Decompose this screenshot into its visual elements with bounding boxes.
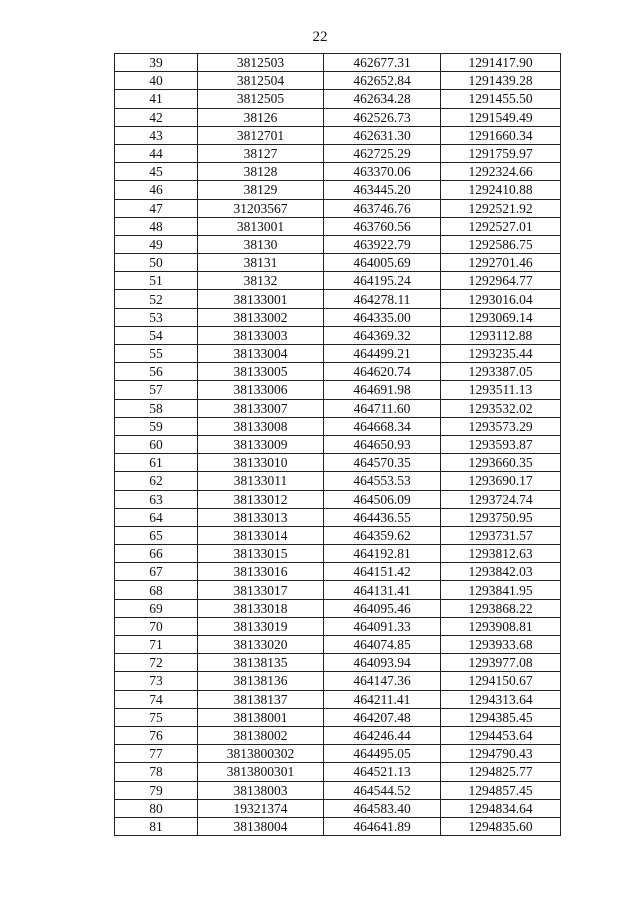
point-id-cell: 19321374 [198, 799, 324, 817]
x-coordinate-cell: 464195.24 [324, 272, 441, 290]
y-coordinate-cell: 1291417.90 [441, 54, 561, 72]
table-row [115, 799, 561, 817]
point-id-cell: 38133010 [198, 454, 324, 472]
table-row [115, 654, 561, 672]
table-row [115, 745, 561, 763]
row-number-cell: 47 [115, 199, 198, 217]
point-id-cell: 38133006 [198, 381, 324, 399]
table-row [115, 490, 561, 508]
x-coordinate-cell: 464095.46 [324, 599, 441, 617]
row-number-cell: 70 [115, 617, 198, 635]
coordinates-table [114, 53, 561, 836]
point-id-cell: 38133013 [198, 508, 324, 526]
y-coordinate-cell: 1294790.43 [441, 745, 561, 763]
point-id-cell: 38138001 [198, 708, 324, 726]
row-number-cell: 42 [115, 108, 198, 126]
y-coordinate-cell: 1293977.08 [441, 654, 561, 672]
x-coordinate-cell: 462634.28 [324, 90, 441, 108]
y-coordinate-cell: 1293593.87 [441, 435, 561, 453]
point-id-cell: 38131 [198, 254, 324, 272]
y-coordinate-cell: 1293573.29 [441, 417, 561, 435]
y-coordinate-cell: 1292521.92 [441, 199, 561, 217]
row-number-cell: 81 [115, 817, 198, 835]
x-coordinate-cell: 464207.48 [324, 708, 441, 726]
x-coordinate-cell: 464711.60 [324, 399, 441, 417]
row-number-cell: 62 [115, 472, 198, 490]
table-row [115, 144, 561, 162]
table-row [115, 399, 561, 417]
y-coordinate-cell: 1293750.95 [441, 508, 561, 526]
x-coordinate-cell: 464211.41 [324, 690, 441, 708]
row-number-cell: 49 [115, 235, 198, 253]
table-row [115, 781, 561, 799]
point-id-cell: 38138003 [198, 781, 324, 799]
x-coordinate-cell: 464147.36 [324, 672, 441, 690]
page-number: 22 [312, 29, 328, 45]
y-coordinate-cell: 1294835.60 [441, 817, 561, 835]
point-id-cell: 3812505 [198, 90, 324, 108]
point-id-cell: 38133008 [198, 417, 324, 435]
row-number-cell: 65 [115, 526, 198, 544]
point-id-cell: 3812503 [198, 54, 324, 72]
coordinates-table-body [115, 54, 561, 836]
point-id-cell: 38133003 [198, 326, 324, 344]
table-row [115, 90, 561, 108]
y-coordinate-cell: 1294385.45 [441, 708, 561, 726]
y-coordinate-cell: 1293724.74 [441, 490, 561, 508]
row-number-cell: 66 [115, 545, 198, 563]
point-id-cell: 38138137 [198, 690, 324, 708]
table-row [115, 272, 561, 290]
point-id-cell: 38133014 [198, 526, 324, 544]
x-coordinate-cell: 463746.76 [324, 199, 441, 217]
y-coordinate-cell: 1293112.88 [441, 326, 561, 344]
y-coordinate-cell: 1293016.04 [441, 290, 561, 308]
row-number-cell: 79 [115, 781, 198, 799]
point-id-cell: 3812504 [198, 72, 324, 90]
y-coordinate-cell: 1293532.02 [441, 399, 561, 417]
table-row [115, 636, 561, 654]
table-row [115, 817, 561, 835]
x-coordinate-cell: 464668.34 [324, 417, 441, 435]
point-id-cell: 38133016 [198, 563, 324, 581]
y-coordinate-cell: 1291549.49 [441, 108, 561, 126]
point-id-cell: 3813001 [198, 217, 324, 235]
x-coordinate-cell: 462631.30 [324, 126, 441, 144]
row-number-cell: 48 [115, 217, 198, 235]
table-row [115, 235, 561, 253]
row-number-cell: 56 [115, 363, 198, 381]
y-coordinate-cell: 1291455.50 [441, 90, 561, 108]
point-id-cell: 38138135 [198, 654, 324, 672]
y-coordinate-cell: 1293731.57 [441, 526, 561, 544]
y-coordinate-cell: 1293660.35 [441, 454, 561, 472]
table-row [115, 381, 561, 399]
point-id-cell: 38127 [198, 144, 324, 162]
point-id-cell: 38133017 [198, 581, 324, 599]
x-coordinate-cell: 464583.40 [324, 799, 441, 817]
x-coordinate-cell: 464335.00 [324, 308, 441, 326]
y-coordinate-cell: 1292701.46 [441, 254, 561, 272]
row-number-cell: 41 [115, 90, 198, 108]
row-number-cell: 73 [115, 672, 198, 690]
table-row [115, 617, 561, 635]
x-coordinate-cell: 462677.31 [324, 54, 441, 72]
row-number-cell: 68 [115, 581, 198, 599]
y-coordinate-cell: 1294313.64 [441, 690, 561, 708]
x-coordinate-cell: 464544.52 [324, 781, 441, 799]
table-row [115, 181, 561, 199]
point-id-cell: 31203567 [198, 199, 324, 217]
row-number-cell: 46 [115, 181, 198, 199]
point-id-cell: 38133020 [198, 636, 324, 654]
x-coordinate-cell: 464641.89 [324, 817, 441, 835]
point-id-cell: 38133012 [198, 490, 324, 508]
y-coordinate-cell: 1291660.34 [441, 126, 561, 144]
table-row [115, 126, 561, 144]
point-id-cell: 38138004 [198, 817, 324, 835]
row-number-cell: 54 [115, 326, 198, 344]
row-number-cell: 39 [115, 54, 198, 72]
x-coordinate-cell: 462526.73 [324, 108, 441, 126]
x-coordinate-cell: 464691.98 [324, 381, 441, 399]
row-number-cell: 69 [115, 599, 198, 617]
y-coordinate-cell: 1291439.28 [441, 72, 561, 90]
table-row [115, 508, 561, 526]
row-number-cell: 77 [115, 745, 198, 763]
x-coordinate-cell: 464278.11 [324, 290, 441, 308]
y-coordinate-cell: 1294150.67 [441, 672, 561, 690]
y-coordinate-cell: 1293842.03 [441, 563, 561, 581]
row-number-cell: 76 [115, 726, 198, 744]
y-coordinate-cell: 1293690.17 [441, 472, 561, 490]
x-coordinate-cell: 464553.53 [324, 472, 441, 490]
table-row [115, 726, 561, 744]
x-coordinate-cell: 464521.13 [324, 763, 441, 781]
row-number-cell: 78 [115, 763, 198, 781]
table-row [115, 708, 561, 726]
point-id-cell: 38133002 [198, 308, 324, 326]
x-coordinate-cell: 464650.93 [324, 435, 441, 453]
table-row [115, 526, 561, 544]
row-number-cell: 72 [115, 654, 198, 672]
row-number-cell: 51 [115, 272, 198, 290]
x-coordinate-cell: 464620.74 [324, 363, 441, 381]
row-number-cell: 44 [115, 144, 198, 162]
table-row [115, 163, 561, 181]
row-number-cell: 60 [115, 435, 198, 453]
point-id-cell: 38126 [198, 108, 324, 126]
y-coordinate-cell: 1292964.77 [441, 272, 561, 290]
row-number-cell: 67 [115, 563, 198, 581]
row-number-cell: 59 [115, 417, 198, 435]
x-coordinate-cell: 463370.06 [324, 163, 441, 181]
point-id-cell: 38133001 [198, 290, 324, 308]
row-number-cell: 50 [115, 254, 198, 272]
y-coordinate-cell: 1294834.64 [441, 799, 561, 817]
y-coordinate-cell: 1292527.01 [441, 217, 561, 235]
x-coordinate-cell: 462652.84 [324, 72, 441, 90]
row-number-cell: 57 [115, 381, 198, 399]
y-coordinate-cell: 1293812.63 [441, 545, 561, 563]
x-coordinate-cell: 464246.44 [324, 726, 441, 744]
row-number-cell: 80 [115, 799, 198, 817]
point-id-cell: 38133004 [198, 345, 324, 363]
row-number-cell: 40 [115, 72, 198, 90]
row-number-cell: 52 [115, 290, 198, 308]
table-row [115, 672, 561, 690]
point-id-cell: 3813800301 [198, 763, 324, 781]
y-coordinate-cell: 1292324.66 [441, 163, 561, 181]
x-coordinate-cell: 463922.79 [324, 235, 441, 253]
x-coordinate-cell: 464131.41 [324, 581, 441, 599]
row-number-cell: 64 [115, 508, 198, 526]
x-coordinate-cell: 464506.09 [324, 490, 441, 508]
table-row [115, 763, 561, 781]
x-coordinate-cell: 462725.29 [324, 144, 441, 162]
point-id-cell: 38133015 [198, 545, 324, 563]
point-id-cell: 38133019 [198, 617, 324, 635]
table-row [115, 545, 561, 563]
point-id-cell: 38132 [198, 272, 324, 290]
row-number-cell: 63 [115, 490, 198, 508]
x-coordinate-cell: 463445.20 [324, 181, 441, 199]
x-coordinate-cell: 464005.69 [324, 254, 441, 272]
y-coordinate-cell: 1292410.88 [441, 181, 561, 199]
x-coordinate-cell: 464499.21 [324, 345, 441, 363]
row-number-cell: 43 [115, 126, 198, 144]
point-id-cell: 38129 [198, 181, 324, 199]
x-coordinate-cell: 464436.55 [324, 508, 441, 526]
point-id-cell: 38133009 [198, 435, 324, 453]
point-id-cell: 38133018 [198, 599, 324, 617]
point-id-cell: 38130 [198, 235, 324, 253]
row-number-cell: 53 [115, 308, 198, 326]
point-id-cell: 38133007 [198, 399, 324, 417]
table-row [115, 472, 561, 490]
x-coordinate-cell: 464093.94 [324, 654, 441, 672]
table-row [115, 72, 561, 90]
y-coordinate-cell: 1293868.22 [441, 599, 561, 617]
table-row [115, 363, 561, 381]
row-number-cell: 55 [115, 345, 198, 363]
y-coordinate-cell: 1293841.95 [441, 581, 561, 599]
row-number-cell: 45 [115, 163, 198, 181]
y-coordinate-cell: 1293387.05 [441, 363, 561, 381]
y-coordinate-cell: 1293933.68 [441, 636, 561, 654]
point-id-cell: 38138002 [198, 726, 324, 744]
row-number-cell: 75 [115, 708, 198, 726]
y-coordinate-cell: 1292586.75 [441, 235, 561, 253]
y-coordinate-cell: 1294453.64 [441, 726, 561, 744]
point-id-cell: 38133011 [198, 472, 324, 490]
x-coordinate-cell: 464359.62 [324, 526, 441, 544]
table-row [115, 599, 561, 617]
x-coordinate-cell: 464151.42 [324, 563, 441, 581]
table-row [115, 308, 561, 326]
y-coordinate-cell: 1293511.13 [441, 381, 561, 399]
y-coordinate-cell: 1291759.97 [441, 144, 561, 162]
row-number-cell: 61 [115, 454, 198, 472]
x-coordinate-cell: 464074.85 [324, 636, 441, 654]
x-coordinate-cell: 463760.56 [324, 217, 441, 235]
x-coordinate-cell: 464192.81 [324, 545, 441, 563]
y-coordinate-cell: 1293908.81 [441, 617, 561, 635]
table-row [115, 690, 561, 708]
x-coordinate-cell: 464369.32 [324, 326, 441, 344]
x-coordinate-cell: 464570.35 [324, 454, 441, 472]
row-number-cell: 58 [115, 399, 198, 417]
y-coordinate-cell: 1294825.77 [441, 763, 561, 781]
table-row [115, 435, 561, 453]
table-row [115, 54, 561, 72]
table-row [115, 290, 561, 308]
table-row [115, 345, 561, 363]
table-row [115, 254, 561, 272]
point-id-cell: 3813800302 [198, 745, 324, 763]
table-row [115, 108, 561, 126]
x-coordinate-cell: 464495.05 [324, 745, 441, 763]
x-coordinate-cell: 464091.33 [324, 617, 441, 635]
table-row [115, 326, 561, 344]
row-number-cell: 74 [115, 690, 198, 708]
point-id-cell: 3812701 [198, 126, 324, 144]
table-row [115, 417, 561, 435]
table-row [115, 581, 561, 599]
row-number-cell: 71 [115, 636, 198, 654]
y-coordinate-cell: 1293235.44 [441, 345, 561, 363]
point-id-cell: 38138136 [198, 672, 324, 690]
y-coordinate-cell: 1293069.14 [441, 308, 561, 326]
y-coordinate-cell: 1294857.45 [441, 781, 561, 799]
point-id-cell: 38133005 [198, 363, 324, 381]
table-row [115, 199, 561, 217]
point-id-cell: 38128 [198, 163, 324, 181]
table-row [115, 563, 561, 581]
table-row [115, 217, 561, 235]
table-row [115, 454, 561, 472]
